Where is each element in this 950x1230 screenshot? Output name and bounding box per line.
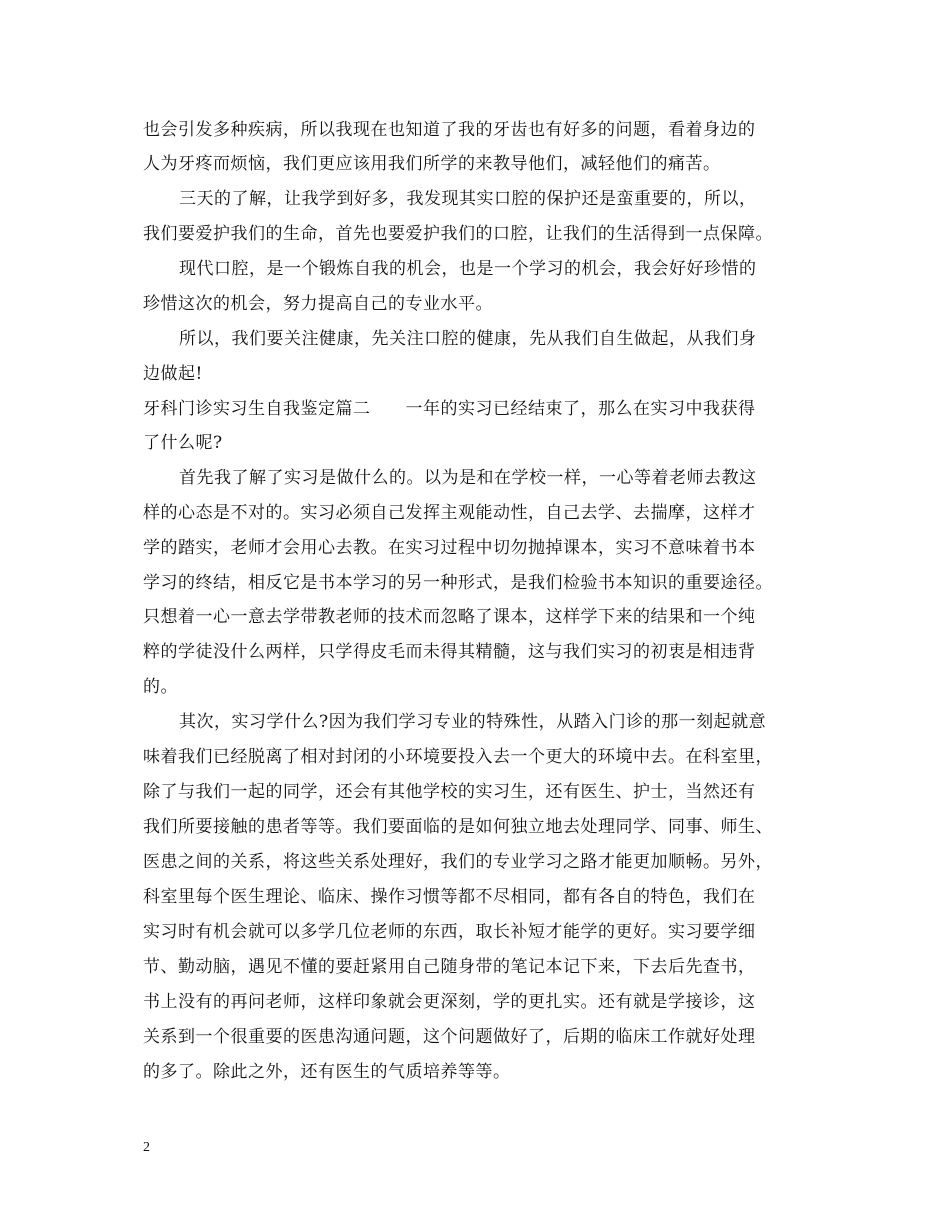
text-line: 味着我们已经脱离了相对封闭的小环境要投入去一个更大的环境中去。在科室里， [143,747,773,767]
text-line: 也会引发多种疾病，所以我现在也知道了我的牙齿也有好多的问题，看着身边的 [143,120,756,140]
text-line: 边做起! [143,364,203,384]
page-number: 2 [143,1140,150,1155]
paragraph-line: 现代口腔，是一个锻炼自我的机会，也是一个学习的机会，我会好好珍惜的 [179,259,757,279]
text-line: 科室里每个医生理论、临床、操作习惯等都不尽相同，都有各自的特色，我们在 [143,887,756,907]
text-line: 只想着一心一意去学带教老师的技术而忽略了课本，这样学下来的结果和一个纯 [143,607,756,627]
paragraph-line: 所以，我们要关注健康，先关注口腔的健康，先从我们自生做起，从我们身 [179,329,757,349]
text-line: 粹的学徒没什么两样，只学得皮毛而未得其精髓，这与我们实习的初衷是相违背 [143,642,756,662]
text-line: 实习时有机会就可以多学几位老师的东西，取长补短才能学的更好。实习要学细 [143,922,756,942]
paragraph-line: 三天的了解，让我学到好多，我发现其实口腔的保护还是蛮重要的，所以， [179,189,757,209]
paragraph-line: 其次，实习学什么?因为我们学习专业的特殊性，从踏入门诊的那一刻起就意 [179,712,767,732]
text-line: 的多了。除此之外，还有医生的气质培养等等。 [143,1062,511,1082]
text-line: 学习的终结，相反它是书本学习的另一种形式，是我们检验书本知识的重要途径。 [143,573,773,593]
paragraph-line: 首先我了解了实习是做什么的。以为是和在学校一样，一心等着老师去教这 [179,468,757,488]
text-line: 除了与我们一起的同学，还会有其他学校的实习生，还有医生、护士，当然还有 [143,782,756,802]
text-line: 了什么呢? [143,433,223,453]
text-line: 书上没有的再问老师，这样印象就会更深刻，学的更扎实。还有就是学接诊，这 [143,992,756,1012]
text-line: 的。 [143,677,178,697]
text-line: 节、勤动脑，遇见不懂的要赶紧用自己随身带的笔记本记下来，下去后先查书， [143,957,756,977]
text-line: 我们要爱护我们的生命，首先也要爱护我们的口腔，让我们的生活得到一点保障。 [143,224,773,244]
text-line: 我们所要接触的患者等等。我们要面临的是如何独立地去处理同学、同事、师生、 [143,817,773,837]
text-line: 医患之间的关系，将这些关系处理好，我们的专业学习之路才能更加顺畅。另外， [143,852,773,872]
text-line: 珍惜这次的机会，努力提高自己的专业水平。 [143,294,493,314]
section-heading-line: 牙科门诊实习生自我鉴定篇二 一年的实习已经结束了，那么在实习中我获得 [143,399,756,419]
text-line: 关系到一个很重要的医患沟通问题，这个问题做好了，后期的临床工作就好处理 [143,1027,756,1047]
text-line: 人为牙疼而烦恼，我们更应该用我们所学的来教导他们，减轻他们的痛苦。 [143,154,721,174]
text-line: 样的心态是不对的。实习必须自己发挥主观能动性，自己去学、去揣摩，这样才 [143,503,756,523]
text-line: 学的踏实，老师才会用心去教。在实习过程中切勿抛掉课本，实习不意味着书本 [143,538,756,558]
